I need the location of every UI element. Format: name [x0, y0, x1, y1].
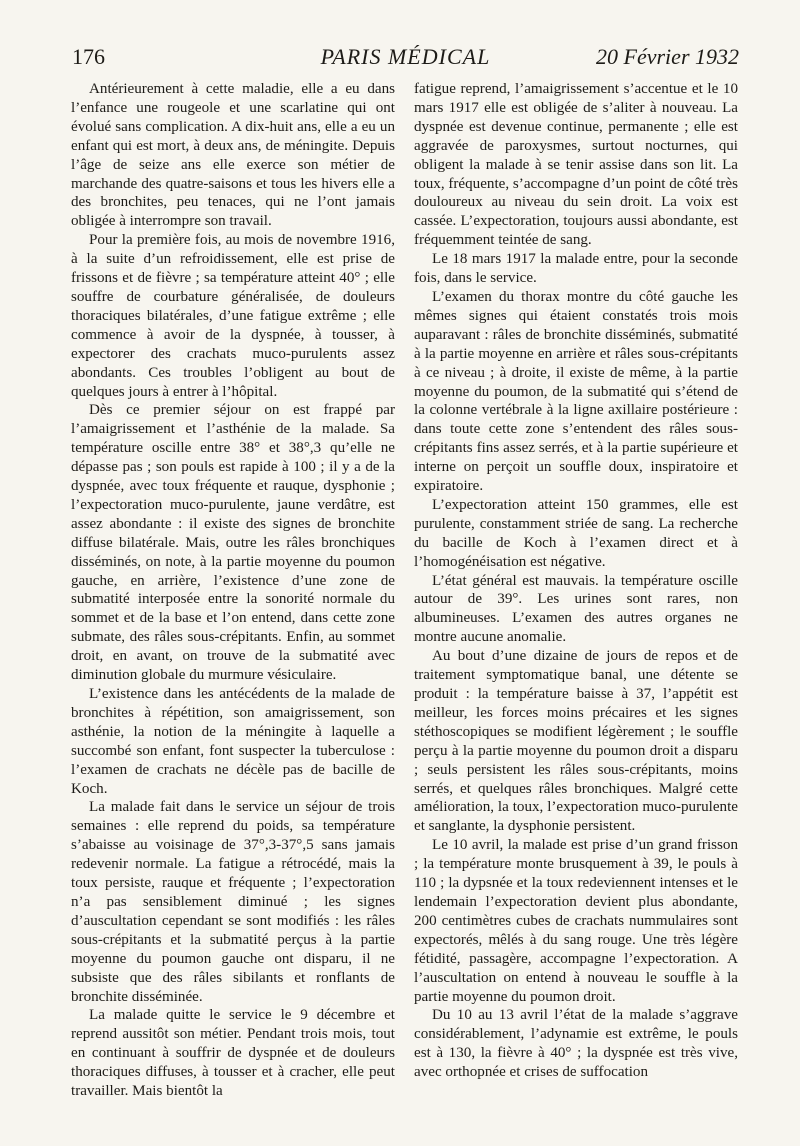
paragraph-continued: fatigue reprend, l’amaigrissement s’accentue et le 10 mars 1917 elle est obligée de s’aliter à nouveau. La dyspnée est devenue continue, permanente ; elle est aggravée de paroxysmes, surtout nocturnes, qui obligent la malade à se tenir assise dans son lit. La toux, fréquente, s’accompagne d’un point de côté très douloureux au niveau du sein droit. La voix est cassée. L’expectoration, toujours aussi abondante, est fréquemment teintée de sang. — [414, 81, 738, 249]
paragraph: Pour la première fois, au mois de novembre 1916, à la suite d’un refroidissement, elle est prise de frissons et de fièvre ; sa température atteint 40° ; elle souffre de courbature généralisée, de douleurs thoraciques bilatérales, d’une fatigue extrême ; elle commence à avoir de la dyspnée, à tousser, à expectorer des crachats muco-purulents assez abondants. Ces troubles l’obligent au bout de quelques jours à entrer à l’hôpital. — [71, 232, 395, 400]
paragraph: Antérieurement à cette maladie, elle a eu dans l’enfance une rougeole et une scarlatine qui ont évolué sans complication. A dix-huit ans, elle a eu un enfant qui est mort, à deux ans, de méningite. Depuis l’âge de seize ans elle exerce son métier de marchande des quatre-saisons et tous les hivers elle a des bronchites, peu tenaces, qui ne l’ont jamais obligée à interrompre son travail. — [71, 81, 395, 230]
paragraph: Du 10 au 13 avril l’état de la malade s’aggrave considérablement, l’adynamie est extrême, le pouls est à 130, la fièvre à 40° ; la dyspnée est très vive, avec orthopnée et crises de suffocation — [414, 1007, 738, 1081]
paragraph: La malade fait dans le service un séjour de trois semaines : elle reprend du poids, sa température s’abaisse au voisinage de 37°,3-37°,5 sans jamais redevenir normale. La fatigue a rétrocédé, mais la toux persiste, rauque et fréquente ; l’expectoration n’a pas sensiblement diminué ; les signes d’auscultation cependant se sont modifiés : les râles sous-crépitants et la submatité perçus à la partie moyenne du poumon gauche ont disparu, il ne subsiste que des râles sibilants et ronflants de bronchite disséminée. — [71, 799, 395, 1005]
paragraph: L’expectoration atteint 150 grammes, elle est purulente, constamment striée de sang. La recherche du bacille de Koch à l’examen direct et à l’homogénéisation est négative. — [414, 496, 738, 570]
left-column — [71, 80, 395, 1101]
journal-title: PARIS MÉDICAL — [320, 44, 491, 69]
page-number: 176 — [72, 44, 105, 69]
paragraph: La malade quitte le service le 9 décembre et reprend aussitôt son métier. Pendant trois mois, tout en continuant à souffrir de dyspnée et de douleurs thoraciques diffuses, à tousser et à cracher, elle peut travailler. Mais bientôt la — [71, 1007, 395, 1100]
paragraph: Le 18 mars 1917 la malade entre, pour la seconde fois, dans le service. — [414, 251, 738, 287]
paragraph: L’existence dans les antécédents de la malade de bronchites à répétition, son amaigrissement, son asthénie, la notion de la méningite à laquelle a succombé son enfant, font suspecter la tuberculose : l’examen de crachats ne décèle pas de bacille de Koch. — [71, 686, 395, 797]
right-column — [414, 80, 738, 1082]
paragraph: L’état général est mauvais. la température oscille autour de 39°. Les urines sont rares, non albumineuses. L’examen des autres organes ne montre aucune anomalie. — [414, 572, 738, 646]
paragraph: Dès ce premier séjour on est frappé par l’amaigrissement et l’asthénie de la malade. Sa température oscille entre 38° et 38°,3 qu’elle ne dépasse pas ; son pouls est rapide à 100 ; il y a de la dyspnée, avec toux fréquente et rauque, dysphonie ; l’expectoration muco-purulente, jaune verdâtre, est assez abondante : il existe des signes de bronchite diffuse bilatérale. Mais, outre les râles bronchiques disséminés, on note, à la partie moyenne du poumon gauche, en arrière, l’existence d’une zone de submatité interposée entre la sonorité normale du sommet et de la base et l’on entend, dans cette zone submate, des râles sous-crépitants. Enfin, au sommet droit, en avant, on trouve de la submatité avec diminution globale du murmure vésiculaire. — [71, 402, 395, 684]
paragraph: Le 10 avril, la malade est prise d’un grand frisson ; la température monte brusquement à 39, le pouls à 110 ; la dypsnée et la toux redeviennent intenses et le lendemain l’expectoration devient plus abondante, 200 centimètres cubes de crachats nummulaires sont expectorés, mêlés à du sang rouge. Une très légère fétidité, passagère, accompagne l’expectoration. A l’auscultation on entend à nouveau le souffle à la partie moyenne du poumon droit. — [414, 837, 738, 1005]
issue-date: 20 Février 1932 — [596, 44, 739, 69]
page-header — [72, 40, 739, 74]
paragraph: Au bout d’une dizaine de jours de repos et de traitement symptomatique banal, une détente se produit : la température baisse à 37, l’appétit est meilleur, les forces moins précaires et les signes stéthoscopiques se modifient légèrement ; le souffle perçu à la partie moyenne du poumon droit a disparu ; seuls persistent les râles sous-crépitants, moins serrés, et quelques râles bronchiques. Malgré cette amélioration, la toux, l’expectoration muco-purulente et sanglante, la dysphonie persistent. — [414, 648, 738, 835]
paragraph: L’examen du thorax montre du côté gauche les mêmes signes qui étaient constatés trois mois auparavant : râles de bronchite disséminés, submatité à la partie moyenne en arrière et râles sous-crépitants à ce niveau ; à droite, il existe de même, à la partie moyenne du poumon, de la submatité qui s’étend de la colonne vertébrale à la ligne axillaire postérieure : dans toute cette zone s’entendent des râles sous-crépitants fins assez serrés, et à la partie supérieure et interne on perçoit un souffle doux, inspiratoire et expiratoire. — [414, 288, 738, 495]
